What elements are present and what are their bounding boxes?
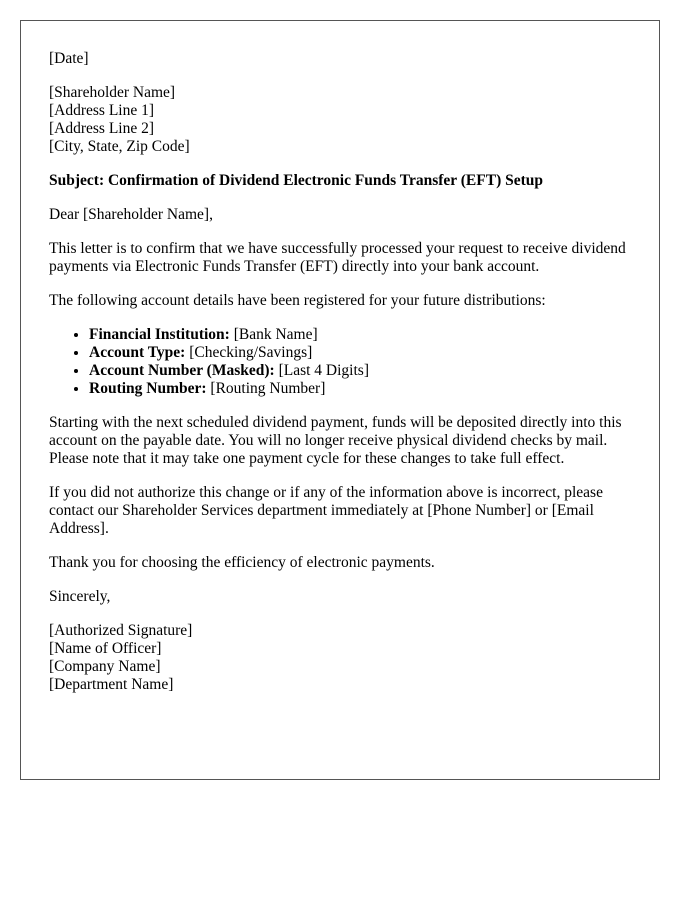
list-item-account-number — [89, 362, 631, 380]
contact-paragraph: If you did not authorize this change or if any of the information above is incorrect, please contact our Shareholder Services department immediately at [Phone Number] or [Email Address]. — [49, 484, 603, 537]
city-state-zip: [City, State, Zip Code] — [49, 138, 190, 155]
list-item-account-type — [89, 344, 631, 362]
contact-paragraph-block — [49, 484, 631, 538]
salutation: Dear [Shareholder Name], — [49, 206, 213, 223]
address-line-1: [Address Line 1] — [49, 102, 155, 119]
date-block — [49, 50, 631, 68]
signature-block — [49, 622, 631, 694]
recipient-name: [Shareholder Name] — [49, 84, 176, 101]
salutation-block — [49, 206, 631, 224]
address-line-2: [Address Line 2] — [49, 120, 155, 137]
detail-label: Routing Number: — [89, 380, 207, 397]
detail-label: Financial Institution: — [89, 326, 230, 343]
department-name: [Department Name] — [49, 676, 174, 693]
detail-label: Account Type: — [89, 344, 186, 361]
recipient-address — [49, 84, 631, 156]
letter-date: [Date] — [49, 50, 89, 67]
subject-block — [49, 172, 631, 190]
detail-label: Account Number (Masked): — [89, 362, 275, 379]
list-item-routing-number — [89, 380, 631, 398]
letter-page — [20, 20, 660, 780]
details-intro-block — [49, 292, 631, 310]
closing-block — [49, 588, 631, 606]
detail-value: [Bank Name] — [229, 326, 318, 343]
account-details-list — [49, 326, 631, 398]
signature-line: [Authorized Signature] — [49, 622, 193, 639]
details-intro-paragraph: The following account details have been registered for your future distributions: — [49, 292, 546, 309]
thanks-paragraph: Thank you for choosing the efficiency of electronic payments. — [49, 554, 435, 571]
schedule-paragraph: Starting with the next scheduled dividend payment, funds will be deposited directly into this account on the payable date. You will no longer receive physical dividend checks by mail. Please note that it may take one payment cycle for these changes to take full effect. — [49, 414, 622, 467]
intro-paragraph-block — [49, 240, 631, 276]
company-name: [Company Name] — [49, 658, 161, 675]
detail-value: [Routing Number] — [206, 380, 326, 397]
subject-line: Subject: Confirmation of Dividend Electronic Funds Transfer (EFT) Setup — [49, 172, 544, 189]
schedule-paragraph-block — [49, 414, 631, 468]
thanks-paragraph-block — [49, 554, 631, 572]
closing: Sincerely, — [49, 588, 111, 605]
detail-value: [Last 4 Digits] — [274, 362, 369, 379]
intro-paragraph: This letter is to confirm that we have successfully processed your request to receive dividend payments via Electronic Funds Transfer (EFT) directly into your bank account. — [49, 240, 626, 275]
officer-name: [Name of Officer] — [49, 640, 162, 657]
list-item-financial-institution — [89, 326, 631, 344]
detail-value: [Checking/Savings] — [185, 344, 313, 361]
